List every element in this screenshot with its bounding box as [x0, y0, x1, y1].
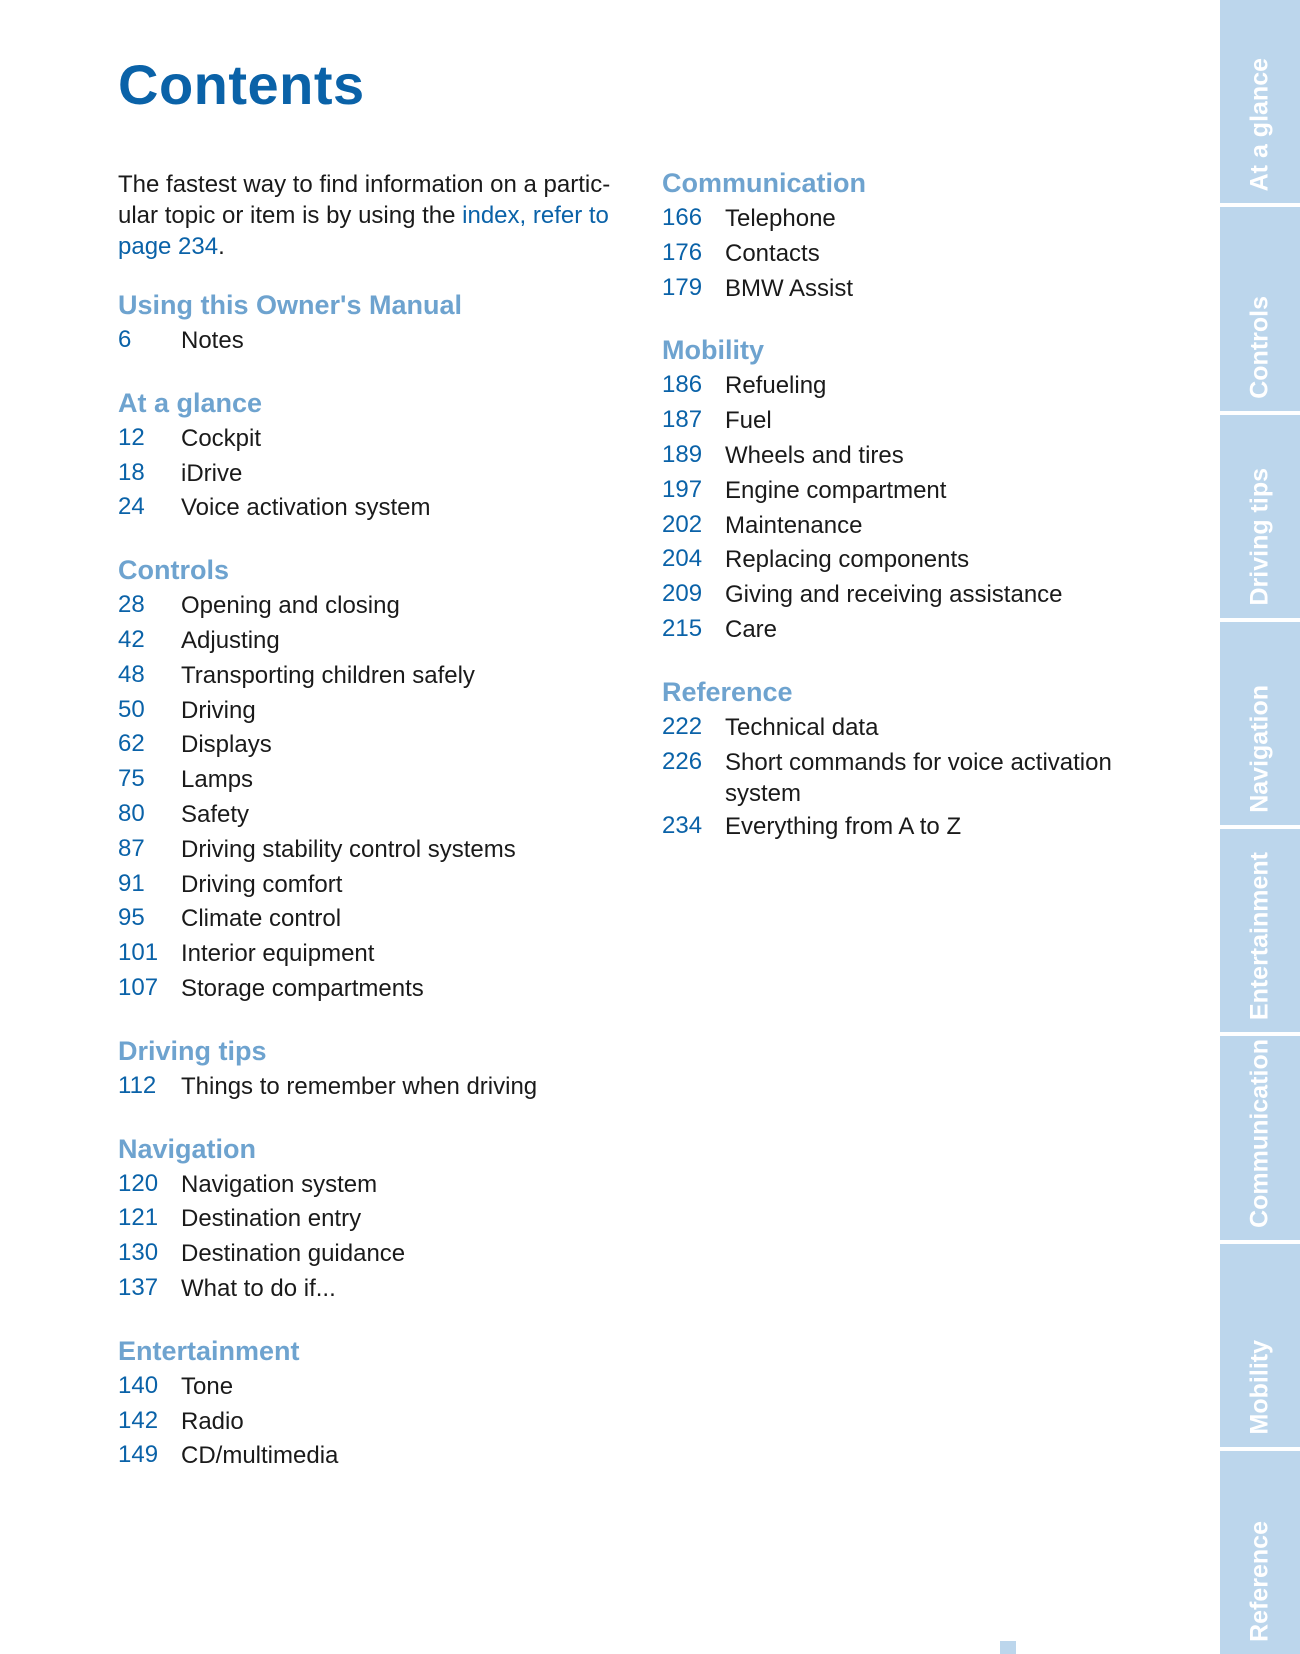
toc-entry[interactable]	[662, 542, 1142, 577]
section-title[interactable]: Controls	[118, 555, 229, 586]
side-tab-label: Reference	[1245, 1521, 1274, 1642]
toc-entry[interactable]	[118, 456, 638, 491]
page-number: 209	[662, 580, 703, 608]
page-number: 189	[662, 440, 703, 468]
toc-section-entertainment	[118, 1334, 638, 1473]
entry-label: Displays	[181, 731, 272, 759]
side-tab-label: Communication	[1245, 1038, 1274, 1228]
page-number: 18	[118, 458, 145, 486]
page-number: 120	[118, 1169, 159, 1197]
toc-entry[interactable]	[118, 421, 638, 456]
side-tab-label: Driving tips	[1245, 468, 1274, 606]
page-number: 80	[118, 799, 145, 827]
side-tab-label: Controls	[1245, 295, 1274, 399]
toc-entry[interactable]	[118, 867, 638, 902]
toc-section-communication	[662, 166, 1142, 305]
entry-label: Navigation system	[181, 1170, 378, 1198]
page-number: 215	[662, 614, 703, 642]
entry-label: Everything from A to Z	[725, 812, 962, 840]
toc-entry[interactable]	[118, 936, 638, 971]
toc-section-reference	[662, 675, 1142, 844]
section-title[interactable]: Navigation	[118, 1133, 257, 1164]
side-tab-controls[interactable]	[1220, 207, 1300, 414]
toc-entry[interactable]	[662, 745, 1142, 809]
toc-entry[interactable]	[662, 473, 1142, 508]
side-tab-bar	[1220, 0, 1300, 1654]
entry-label: Wheels and tires	[725, 441, 904, 469]
toc-entry[interactable]	[118, 832, 638, 867]
entry-label: Storage compartments	[181, 974, 424, 1002]
page-number: 12	[118, 423, 145, 451]
toc-entry[interactable]	[118, 323, 638, 358]
page-number: 50	[118, 695, 145, 723]
entry-label: Maintenance	[725, 511, 863, 539]
page-title: Contents	[118, 53, 365, 116]
page-marker	[1000, 1641, 1016, 1654]
toc-entry[interactable]	[662, 809, 1142, 844]
entry-label: Giving and receiving assistance	[725, 581, 1063, 609]
entry-label: Interior equipment	[181, 940, 375, 968]
section-title[interactable]: Mobility	[662, 335, 764, 366]
entry-label: Telephone	[725, 205, 836, 232]
section-title[interactable]: Using this Owner's Manual	[118, 290, 462, 320]
toc-entry[interactable]	[118, 588, 638, 623]
toc-entry[interactable]	[662, 508, 1142, 543]
entry-label: Driving comfort	[181, 870, 343, 898]
entry-label: Replacing components	[725, 546, 970, 574]
page-number: 62	[118, 730, 145, 758]
entry-label: CD/multimedia	[181, 1442, 339, 1470]
side-tab-label: Mobility	[1245, 1340, 1274, 1435]
toc-entry[interactable]	[118, 623, 638, 658]
toc-entry[interactable]	[118, 1167, 638, 1202]
entry-label: Safety	[181, 800, 250, 828]
toc-entry[interactable]	[118, 1069, 638, 1104]
entry-label: Things to remember when driving	[181, 1072, 538, 1100]
page-number: 149	[118, 1441, 159, 1469]
toc-entry[interactable]	[118, 1201, 638, 1236]
toc-entry[interactable]	[118, 762, 638, 797]
entry-label: Notes	[181, 327, 244, 354]
page-number: 202	[662, 510, 703, 538]
page-number: 204	[662, 545, 703, 573]
page-number: 197	[662, 475, 703, 503]
page-number: 137	[118, 1273, 159, 1301]
page-number: 130	[118, 1239, 159, 1267]
toc-section-controls	[118, 553, 638, 1006]
entry-label: Fuel	[725, 407, 772, 435]
toc-section-navigation	[118, 1132, 638, 1306]
page-number: 42	[118, 625, 145, 653]
toc-entry[interactable]	[118, 693, 638, 728]
entry-label: Voice activation system	[181, 494, 431, 522]
entry-label: BMW Assist	[725, 274, 854, 302]
toc-entry[interactable]	[118, 1404, 638, 1439]
intro-paragraph	[118, 169, 638, 262]
toc-section-driving-tips	[118, 1034, 638, 1104]
toc-right-column	[662, 166, 1142, 871]
page-number: 140	[118, 1371, 159, 1399]
section-title[interactable]: Communication	[662, 168, 867, 198]
page-number: 166	[662, 204, 703, 231]
entry-label: Short commands for voice activation system	[725, 748, 1112, 807]
index-link[interactable]: index, refer to page 234	[118, 202, 609, 260]
page-number: 24	[118, 493, 145, 521]
page-number: 28	[118, 591, 145, 619]
section-title[interactable]: Reference	[662, 676, 793, 707]
toc-entry[interactable]	[118, 971, 638, 1006]
toc-entry[interactable]	[118, 1271, 638, 1306]
entry-label: Contacts	[725, 239, 820, 267]
page-number: 226	[662, 747, 703, 775]
page-number: 91	[118, 869, 145, 897]
entry-label: Engine compartment	[725, 476, 947, 504]
entry-label: Destination entry	[181, 1205, 362, 1233]
page-number: 121	[118, 1204, 159, 1232]
side-tab-reference[interactable]	[1220, 1451, 1300, 1654]
entry-label: iDrive	[181, 459, 243, 487]
page-number: 187	[662, 406, 703, 434]
toc-entry[interactable]	[662, 577, 1142, 612]
toc-entry[interactable]	[118, 1369, 638, 1404]
entry-label: Climate control	[181, 905, 342, 933]
page-number: 112	[118, 1071, 157, 1099]
toc-entry[interactable]	[662, 201, 1142, 236]
side-tab-at-a-glance[interactable]	[1220, 0, 1300, 207]
toc-entry[interactable]	[118, 797, 638, 832]
toc-entry[interactable]	[662, 403, 1142, 438]
toc-entry[interactable]	[662, 438, 1142, 473]
entry-label: Lamps	[181, 766, 254, 794]
toc-entry[interactable]	[662, 710, 1142, 745]
toc-entry[interactable]	[662, 236, 1142, 271]
intro-text-end: .	[218, 233, 225, 260]
side-tab-label: Navigation	[1245, 685, 1274, 813]
side-tab-driving-tips[interactable]	[1220, 415, 1300, 622]
entry-label: Technical data	[725, 713, 879, 741]
toc-entry[interactable]	[662, 368, 1142, 403]
section-title[interactable]: Driving tips	[118, 1035, 267, 1066]
side-tab-mobility[interactable]	[1220, 1244, 1300, 1451]
toc-entry[interactable]	[118, 901, 638, 936]
page-number: 234	[662, 811, 703, 839]
entry-label: What to do if...	[181, 1274, 336, 1302]
toc-entry[interactable]	[662, 612, 1142, 647]
intro-text: The fastest way to find information on a partic-ular topic or item is by using the	[118, 171, 611, 229]
page-number: 101	[118, 939, 159, 967]
page-number: 142	[118, 1406, 159, 1434]
section-title[interactable]: Entertainment	[118, 1335, 300, 1366]
toc-entry[interactable]	[118, 490, 638, 525]
entry-label: Driving	[181, 696, 256, 724]
toc-entry[interactable]	[662, 271, 1142, 306]
side-tab-navigation[interactable]	[1220, 622, 1300, 829]
page-number: 176	[662, 238, 703, 266]
side-tab-communication[interactable]	[1220, 1036, 1300, 1243]
entry-label: Opening and closing	[181, 592, 400, 620]
toc-section-using-this-owner-s-manual	[118, 288, 638, 358]
toc-section-at-a-glance	[118, 386, 638, 525]
toc-left-column	[118, 288, 638, 1501]
page-number: 6	[118, 326, 132, 353]
entry-label: Radio	[181, 1407, 244, 1435]
toc-entry[interactable]	[118, 1236, 638, 1271]
page-number: 179	[662, 273, 703, 301]
entry-label: Adjusting	[181, 626, 280, 654]
page-number: 186	[662, 371, 703, 399]
side-tab-label: At a glance	[1245, 57, 1274, 192]
entry-label: Transporting children safely	[181, 661, 475, 689]
toc-entry[interactable]	[118, 658, 638, 693]
toc-entry[interactable]	[118, 1438, 638, 1473]
page-number: 222	[662, 712, 703, 740]
entry-label: Destination guidance	[181, 1240, 406, 1268]
entry-label: Driving stability control systems	[181, 835, 516, 863]
entry-label: Tone	[181, 1372, 234, 1400]
page-number: 75	[118, 765, 145, 793]
page-number: 48	[118, 660, 145, 688]
page-number: 95	[118, 904, 145, 932]
page-number: 107	[118, 973, 159, 1001]
toc-section-mobility	[662, 333, 1142, 646]
side-tab-entertainment[interactable]	[1220, 829, 1300, 1036]
entry-label: Cockpit	[181, 424, 262, 452]
page-number: 87	[118, 834, 145, 862]
section-title[interactable]: At a glance	[118, 387, 263, 418]
toc-entry[interactable]	[118, 727, 638, 762]
entry-label: Care	[725, 615, 778, 643]
side-tab-label: Entertainment	[1245, 852, 1274, 1021]
entry-label: Refueling	[725, 372, 827, 400]
